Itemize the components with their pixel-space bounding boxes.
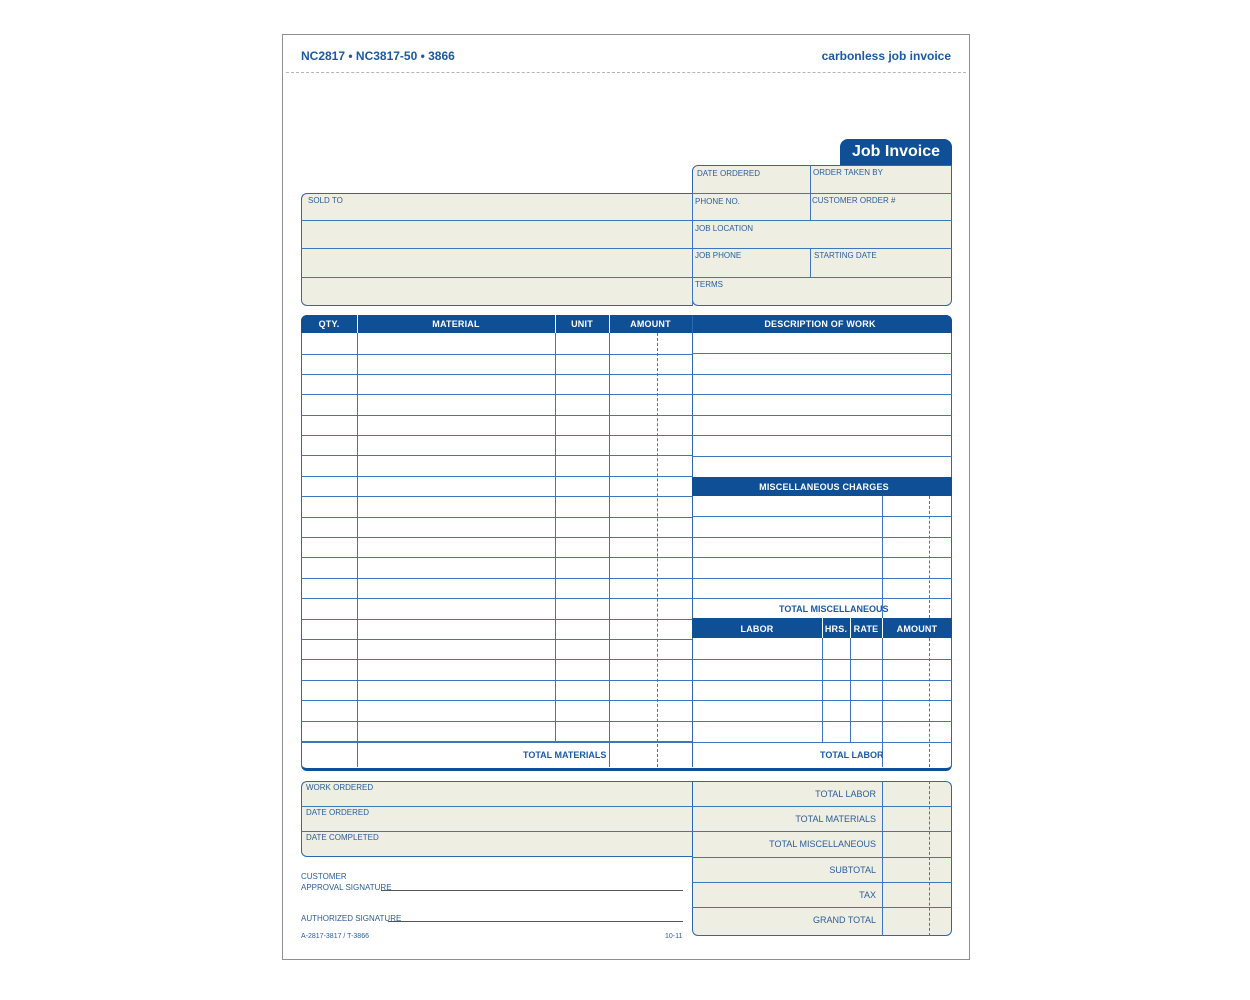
product-codes: NC2817 • NC3817-50 • 3866: [301, 49, 455, 63]
summary-box: [692, 781, 952, 936]
materials-row-line: [301, 598, 692, 599]
materials-row-line: [301, 374, 692, 375]
materials-row-line: [301, 415, 692, 416]
col-unit: UNIT: [571, 319, 593, 329]
description-row-line: [692, 353, 952, 354]
description-header: DESCRIPTION OF WORK: [764, 319, 876, 329]
form-title: Job Invoice: [851, 143, 941, 160]
work-ordered-label: WORK ORDERED: [306, 783, 374, 792]
materials-row-line: [301, 394, 692, 395]
phone-no-label: PHONE NO.: [695, 197, 740, 206]
job-location-label: JOB LOCATION: [695, 224, 754, 233]
work-info-box: [301, 781, 693, 857]
materials-row-line: [301, 659, 692, 660]
materials-row-line: [301, 619, 692, 620]
materials-row-line: [301, 517, 692, 518]
customer-signature-line[interactable]: [381, 890, 683, 891]
customer-order-label: CUSTOMER ORDER #: [812, 196, 896, 205]
summary-tax: TAX: [859, 890, 876, 900]
materials-row-line: [301, 700, 692, 701]
revision: 10-11: [665, 933, 683, 940]
customer-signature-label-1: CUSTOMER: [301, 872, 347, 881]
materials-row-line: [301, 680, 692, 681]
header-divider: [286, 72, 966, 73]
col-qty: QTY.: [318, 319, 340, 329]
terms-label: TERMS: [695, 280, 723, 289]
col-rate: RATE: [853, 624, 879, 634]
description-row-line: [692, 394, 952, 395]
total-materials-label: TOTAL MATERIALS: [523, 750, 607, 760]
description-row-line: [692, 415, 952, 416]
misc-row-line: [692, 557, 952, 558]
materials-row-line: [301, 455, 692, 456]
col-material: MATERIAL: [432, 319, 480, 329]
description-row-line: [692, 456, 952, 457]
col-labor-amount: AMOUNT: [896, 624, 938, 634]
order-info-box: [692, 165, 952, 306]
materials-row-line: [301, 435, 692, 436]
summary-total-labor: TOTAL LABOR: [815, 789, 876, 799]
order-taken-by-label: ORDER TAKEN BY: [813, 168, 883, 177]
misc-row-line: [692, 537, 952, 538]
col-hrs: HRS.: [824, 624, 848, 634]
summary-grand-total: GRAND TOTAL: [812, 915, 876, 925]
summary-subtotal: SUBTOTAL: [829, 865, 876, 875]
misc-row-line: [692, 598, 952, 599]
misc-row-line: [692, 578, 952, 579]
starting-date-label: STARTING DATE: [814, 251, 877, 260]
total-labor-label: TOTAL LABOR: [820, 750, 884, 760]
materials-row-line: [301, 721, 692, 722]
materials-row-line: [301, 354, 692, 355]
materials-row-line: [301, 578, 692, 579]
materials-row-line: [301, 639, 692, 640]
misc-row-line: [692, 516, 952, 517]
sold-to-label: SOLD TO: [308, 196, 343, 205]
summary-total-misc: TOTAL MISCELLANEOUS: [769, 839, 876, 849]
authorized-signature-label: AUTHORIZED SIGNATURE: [301, 914, 402, 923]
description-row-line: [692, 435, 952, 436]
labor-row-line: [692, 659, 952, 660]
materials-row-line: [301, 496, 692, 497]
description-row-line: [692, 374, 952, 375]
col-labor: LABOR: [740, 624, 774, 634]
form-code: A-2817-3817 / T-3866: [301, 933, 369, 940]
total-misc-label: TOTAL MISCELLANEOUS: [779, 604, 889, 614]
materials-row-line: [301, 476, 692, 477]
authorized-signature-line[interactable]: [388, 921, 683, 922]
misc-header: MISCELLANEOUS CHARGES: [759, 482, 889, 492]
summary-total-materials: TOTAL MATERIALS: [795, 814, 876, 824]
labor-row-line: [692, 721, 952, 722]
col-amount: AMOUNT: [630, 319, 671, 329]
date-completed-label: DATE COMPLETED: [306, 833, 379, 842]
main-table: [301, 315, 952, 771]
customer-signature-label-2: APPROVAL SIGNATURE: [301, 883, 392, 892]
product-type: carbonless job invoice: [821, 49, 951, 63]
work-date-ordered-label: DATE ORDERED: [306, 808, 369, 817]
labor-row-line: [692, 700, 952, 701]
date-ordered-label: DATE ORDERED: [697, 169, 760, 178]
materials-row-line: [301, 537, 692, 538]
sold-to-box: [301, 193, 693, 306]
labor-row-line: [692, 680, 952, 681]
materials-row-line: [301, 557, 692, 558]
job-phone-label: JOB PHONE: [695, 251, 742, 260]
